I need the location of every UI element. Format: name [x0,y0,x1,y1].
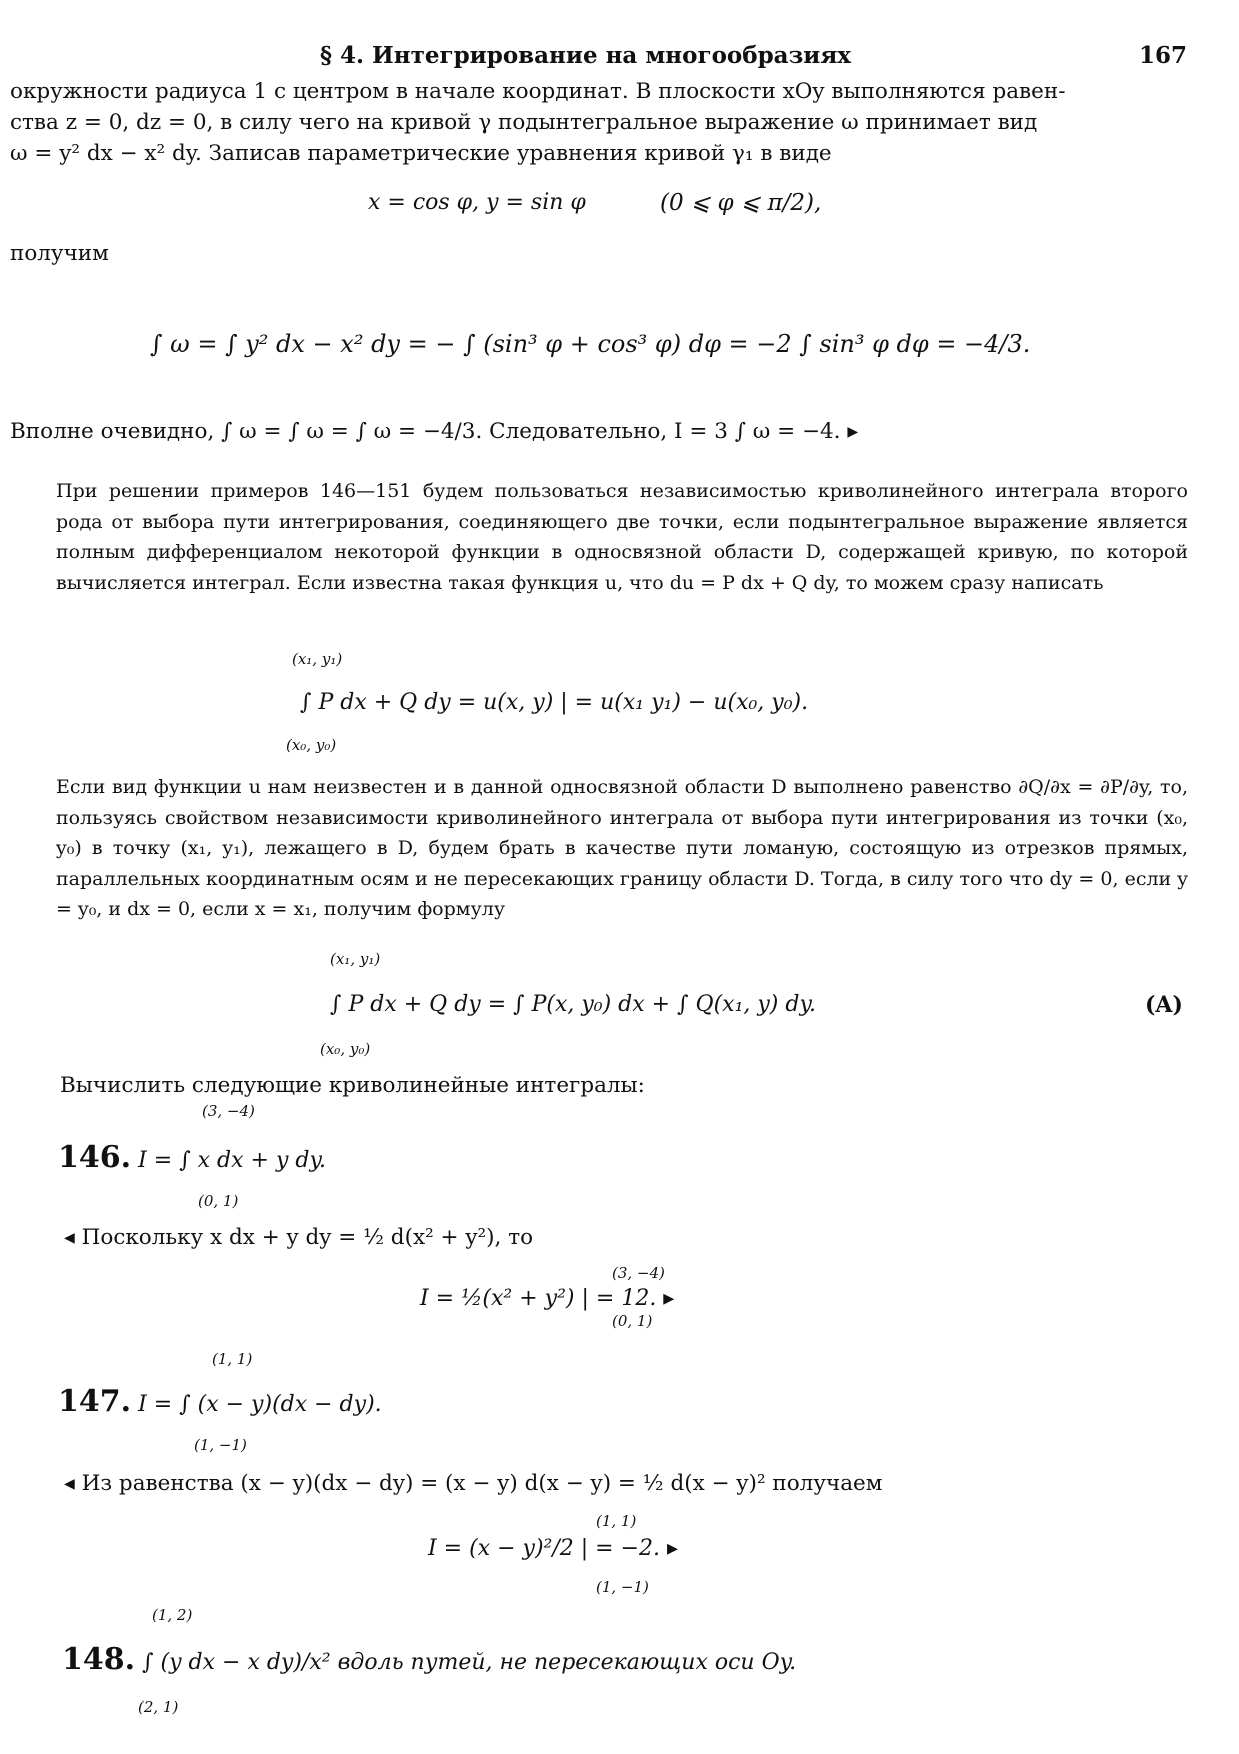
p147-result: I = (x − y)²/2 | = −2. ▸ [428,1536,679,1561]
p146-res-upper: (3, −4) [612,1264,665,1282]
p148 [62,1642,796,1677]
formula-du: ∫ P dx + Q dy = u(x, y) | = u(x₁ y₁) − u(x₀, y₀). [300,690,809,715]
p146-res-lower: (0, 1) [612,1312,653,1330]
p148-upper: (1, 2) [152,1606,193,1624]
note-paragraph-2: Если вид функции u нам неизвестен и в данной односвязной области D выполнено равенство ∂Q/∂x = ∂P/∂y, то, пользуясь свойством независимости криволинейного интеграла от выбора пути интегрирования из точки (x₀, y₀) в точку (x₁, y₁), лежащего в D, будем брать в качестве пути ломаную, состоящую из отрезков прямых, параллельных координатным осям и не пересекающих границу области D. Тогда, в силу того что dy = 0, если y = y₀, и dx = 0, если x = x₁, получим формулу [56,776,1188,920]
p146 [58,1140,326,1175]
param-range: (0 ⩽ φ ⩽ π/2), [660,190,822,216]
p148-expr: ∫ (y dx − x dy)/x² вдоль путей, не пересекающих оси Oy. [142,1650,797,1675]
obvious-line: Вполне очевидно, ∫ ω = ∫ ω = ∫ ω = −4/3. Следовательно, I = 3 ∫ ω = −4. ▸ [10,419,859,444]
page-header [0,42,1239,76]
p146-expr: I = ∫ x dx + y dy. [138,1148,326,1173]
formula-A-lower: (x₀, y₀) [320,1040,371,1058]
page-number: 167 [1138,42,1187,69]
p147-upper: (1, 1) [212,1350,253,1368]
formula-A: ∫ P dx + Q dy = ∫ P(x, y₀) dx + ∫ Q(x₁, y) dy. [330,992,816,1017]
get-word: получим [10,241,109,266]
formula-du-lower: (x₀, y₀) [286,736,337,754]
p146-lower: (0, 1) [198,1192,239,1210]
intro-line-2: ства z = 0, dz = 0, в силу чего на кривой γ подынтегральное выражение ω принимает вид [10,110,1038,135]
p146-solution: ◂ Поскольку x dx + y dy = ½ d(x² + y²), то [64,1225,534,1250]
p146-number: 146. [58,1140,132,1175]
p148-number: 148. [62,1642,136,1677]
integral-chain: ∫ ω = ∫ y² dx − x² dy = − ∫ (sin³ φ + cos³ φ) dφ = −2 ∫ sin³ φ dφ = −4/3. [150,330,1031,358]
formula-A-upper: (x₁, y₁) [330,950,381,968]
note-paragraph-1: При решении примеров 146—151 будем пользоваться независимостью криволинейного интеграла второго рода от выбора пути интегрирования, соединяющего две точки, если подынтегральное выражение является полным дифференциалом некоторой функции в односвязной области D, содержащей кривую, по которой вычисляется интеграл. Если известна такая функция u, что du = P dx + Q dy, то можем сразу написать [56,480,1188,594]
p147-number: 147. [58,1384,132,1419]
p146-upper: (3, −4) [202,1102,255,1120]
p146-result: I = ½(x² + y²) | = 12. ▸ [420,1286,675,1311]
p147-res-upper: (1, 1) [596,1512,637,1530]
formula-du-upper: (x₁, y₁) [292,650,343,668]
intro-line-3: ω = y² dx − x² dy. Записав параметрические уравнения кривой γ₁ в виде [10,141,832,166]
intro-line-1: окружности радиуса 1 с центром в начале координат. В плоскости xOy выполняются равен- [10,79,1066,104]
p147-res-lower: (1, −1) [596,1578,649,1596]
p147-solution: ◂ Из равенства (x − y)(dx − dy) = (x − y) d(x − y) = ½ d(x − y)² получаем [64,1471,883,1496]
p148-lower: (2, 1) [138,1698,179,1716]
p147-expr: I = ∫ (x − y)(dx − dy). [138,1392,382,1417]
task-intro: Вычислить следующие криволинейные интегралы: [60,1073,645,1098]
section-title: § 4. Интегрирование на многообразиях [320,42,852,69]
formula-A-label: (A) [1145,992,1183,1018]
p147 [58,1384,382,1419]
param-equation: x = cos φ, y = sin φ [368,190,586,215]
p147-lower: (1, −1) [194,1436,247,1454]
